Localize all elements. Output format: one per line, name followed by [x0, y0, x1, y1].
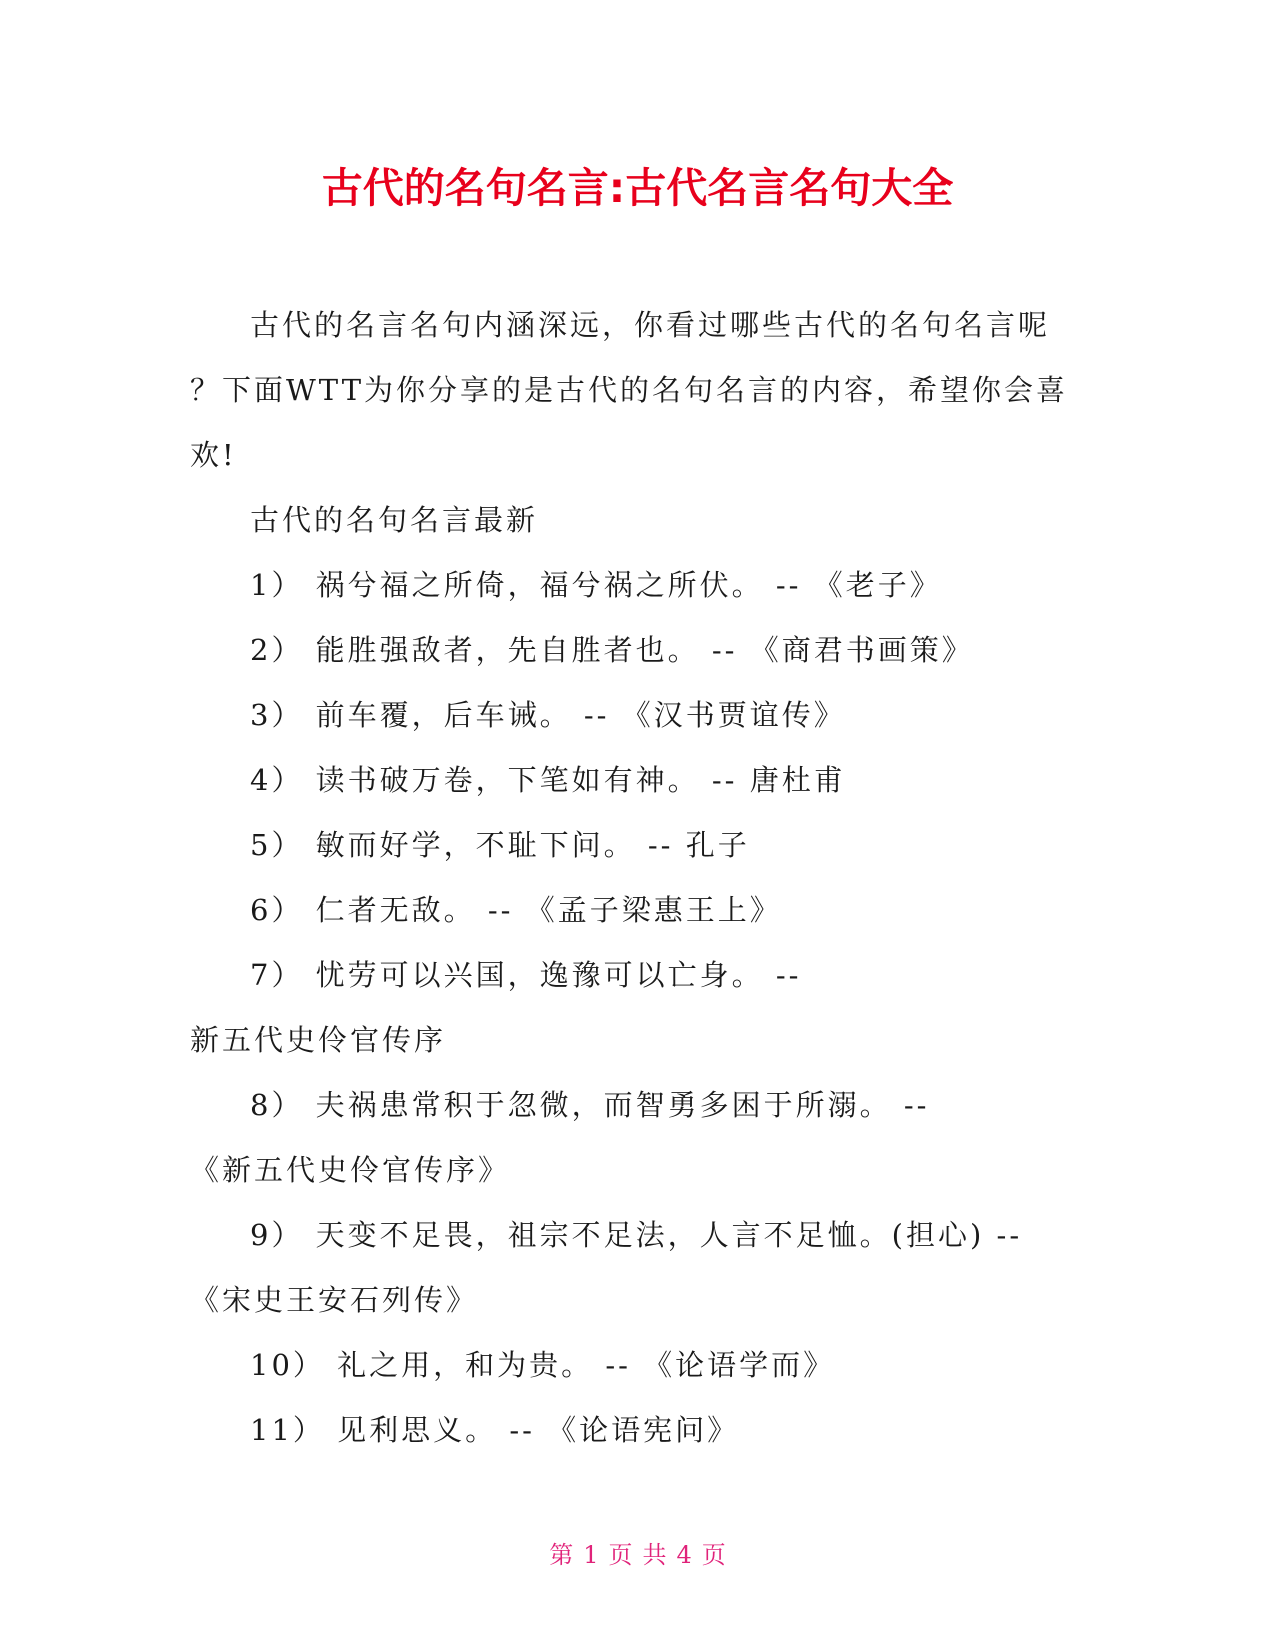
quote-5: 5） 敏而好学，不耻下问。 -- 孔子: [250, 828, 750, 862]
intro-line-2: ？下面WTT为你分享的是古代的名句名言的内容，希望你会喜: [190, 373, 1069, 407]
quote-6: 6） 仁者无敌。 -- 《孟子梁惠王上》: [250, 893, 782, 927]
intro-line-1: 古代的名言名句内涵深远，你看过哪些古代的名句名言呢: [250, 308, 1051, 342]
quote-2: 2） 能胜强敌者，先自胜者也。 -- 《商君书画策》: [250, 633, 974, 667]
quote-4: 4） 读书破万卷，下笔如有神。 -- 唐杜甫: [250, 763, 846, 797]
quote-9-continuation: 《宋史王安石列传》: [190, 1283, 479, 1317]
document-title: 古代的名句名言:古代名言名句大全: [321, 164, 954, 212]
quote-8-continuation: 《新五代史伶官传序》: [190, 1153, 511, 1187]
quote-11: 11） 见利思义。 -- 《论语宪问》: [250, 1413, 740, 1447]
quote-9: 9） 天变不足畏，祖宗不足法，人言不足恤。(担心) --: [250, 1218, 1023, 1252]
quote-7-continuation: 新五代史伶官传序: [190, 1023, 447, 1057]
quote-8: 8） 夫祸患常积于忽微，而智勇多困于所溺。 --: [250, 1088, 930, 1122]
quote-3: 3） 前车覆，后车诫。 -- 《汉书贾谊传》: [250, 698, 846, 732]
footer-label-di: 第: [549, 1541, 574, 1569]
quote-7: 7） 忧劳可以兴国，逸豫可以亡身。 --: [250, 958, 802, 992]
section-heading: 古代的名句名言最新: [250, 503, 539, 537]
document-body: [190, 293, 1090, 1463]
quote-1: 1） 祸兮福之所倚，福兮祸之所伏。 -- 《老子》: [250, 568, 942, 602]
footer-total-pages: 4: [676, 1541, 692, 1569]
quote-10: 10） 礼之用，和为贵。 -- 《论语学而》: [250, 1348, 836, 1382]
footer-current-page: 1: [583, 1541, 599, 1569]
footer-label-ye: 页: [608, 1541, 633, 1569]
intro-line-3: 欢!: [190, 438, 237, 472]
page-footer: [0, 1535, 1275, 1570]
footer-label-gong: 共: [642, 1541, 667, 1569]
footer-label-ye-2: 页: [701, 1541, 726, 1569]
